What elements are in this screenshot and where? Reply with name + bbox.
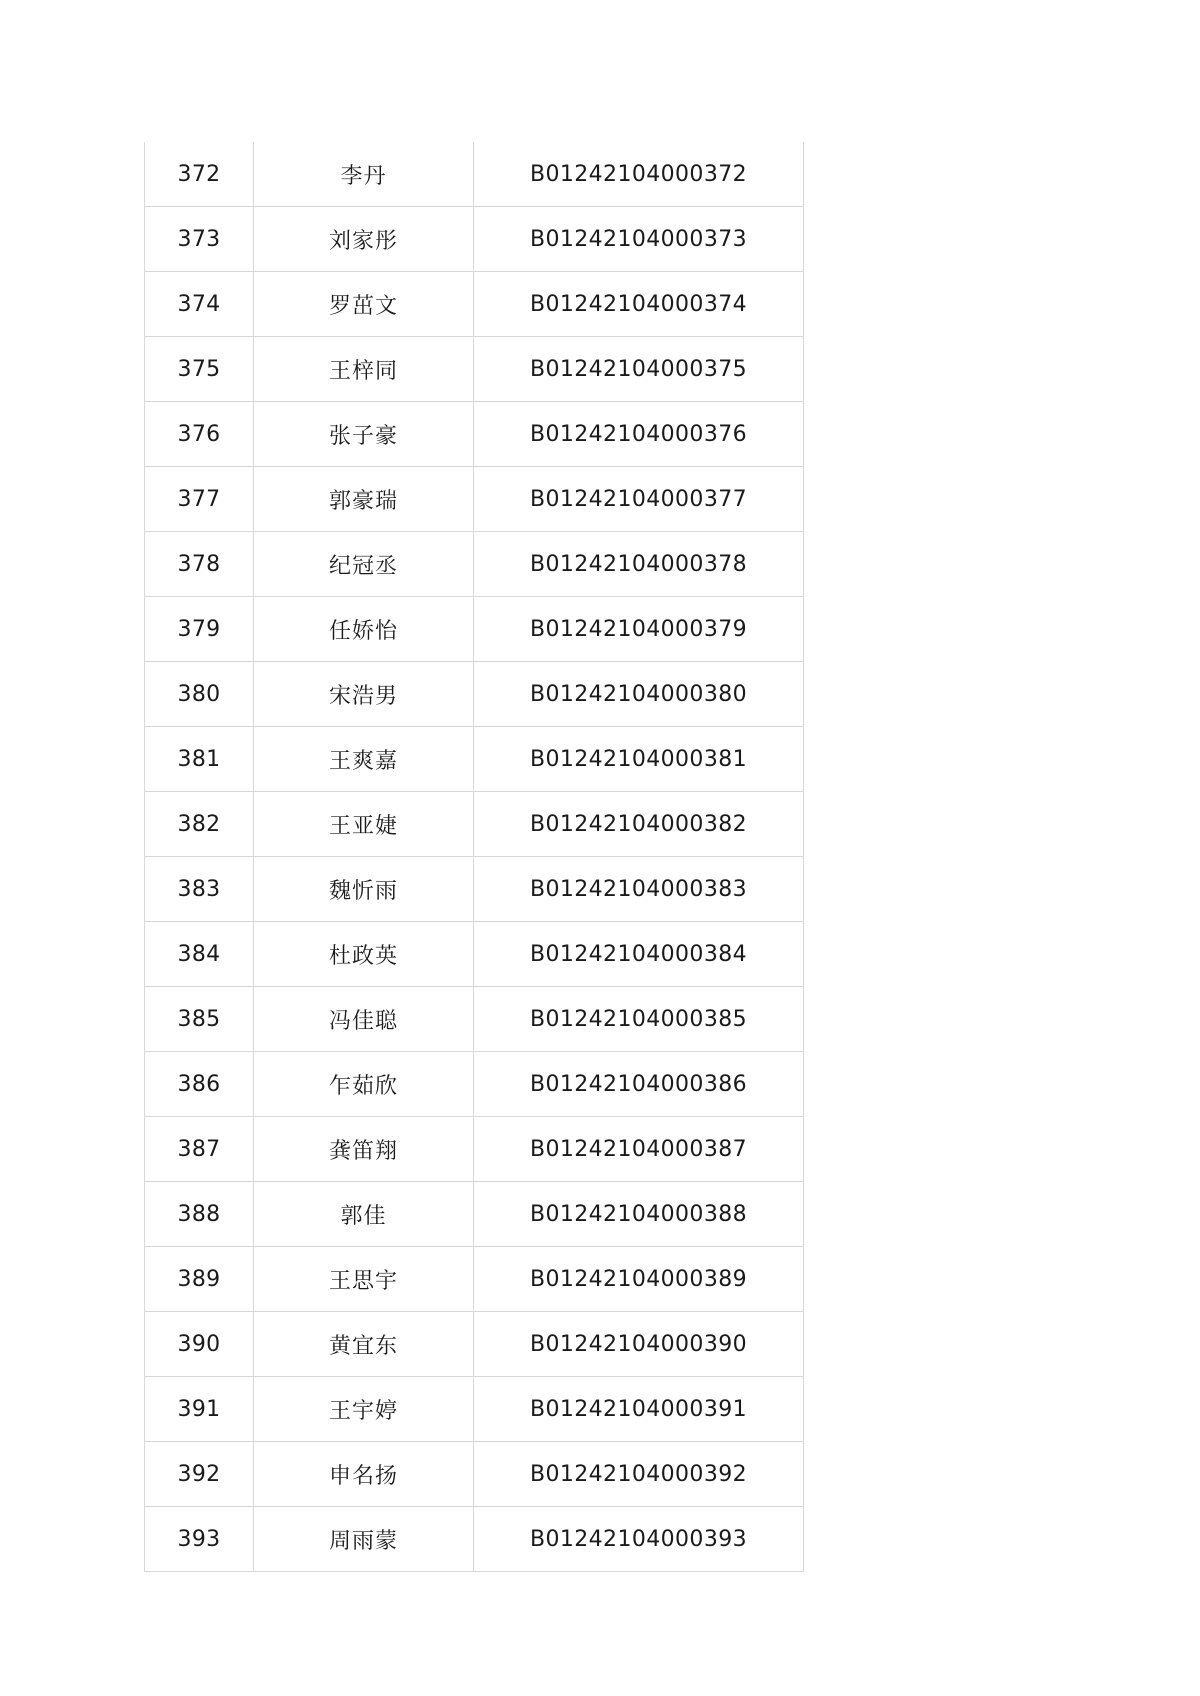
- table-row: [145, 1377, 804, 1442]
- certificate-number-cell: B01242104000390: [474, 1312, 804, 1377]
- student-name-cell: 刘家彤: [254, 207, 474, 272]
- student-name-cell: 郭佳: [254, 1182, 474, 1247]
- roster-table-body: [145, 142, 804, 1572]
- certificate-number-cell: B01242104000373: [474, 207, 804, 272]
- table-row: [145, 857, 804, 922]
- certificate-number-cell: B01242104000378: [474, 532, 804, 597]
- student-name-cell: 罗茁文: [254, 272, 474, 337]
- student-name-cell: 王亚婕: [254, 792, 474, 857]
- certificate-number-cell: B01242104000386: [474, 1052, 804, 1117]
- certificate-number-cell: B01242104000374: [474, 272, 804, 337]
- table-row: [145, 337, 804, 402]
- student-name-cell: 魏忻雨: [254, 857, 474, 922]
- certificate-number-cell: B01242104000385: [474, 987, 804, 1052]
- row-number-cell: 392: [145, 1442, 254, 1507]
- row-number-cell: 384: [145, 922, 254, 987]
- certificate-number-cell: B01242104000376: [474, 402, 804, 467]
- table-row: [145, 1247, 804, 1312]
- student-name-cell: 王宇婷: [254, 1377, 474, 1442]
- certificate-number-cell: B01242104000393: [474, 1507, 804, 1572]
- student-name-cell: 乍茹欣: [254, 1052, 474, 1117]
- certificate-number-cell: B01242104000383: [474, 857, 804, 922]
- table-row: [145, 1312, 804, 1377]
- certificate-number-cell: B01242104000391: [474, 1377, 804, 1442]
- table-row: [145, 532, 804, 597]
- row-number-cell: 381: [145, 727, 254, 792]
- certificate-number-cell: B01242104000377: [474, 467, 804, 532]
- row-number-cell: 373: [145, 207, 254, 272]
- certificate-number-cell: B01242104000382: [474, 792, 804, 857]
- row-number-cell: 387: [145, 1117, 254, 1182]
- certificate-number-cell: B01242104000379: [474, 597, 804, 662]
- table-row: [145, 402, 804, 467]
- row-number-cell: 382: [145, 792, 254, 857]
- certificate-number-cell: B01242104000375: [474, 337, 804, 402]
- table-row: [145, 142, 804, 207]
- certificate-number-cell: B01242104000387: [474, 1117, 804, 1182]
- student-name-cell: 李丹: [254, 142, 474, 207]
- certificate-number-cell: B01242104000384: [474, 922, 804, 987]
- row-number-cell: 378: [145, 532, 254, 597]
- table-row: [145, 1117, 804, 1182]
- table-row: [145, 1182, 804, 1247]
- row-number-cell: 379: [145, 597, 254, 662]
- student-name-cell: 任娇怡: [254, 597, 474, 662]
- table-row: [145, 597, 804, 662]
- certificate-number-cell: B01242104000380: [474, 662, 804, 727]
- table-row: [145, 272, 804, 337]
- certificate-number-cell: B01242104000372: [474, 142, 804, 207]
- table-row: [145, 662, 804, 727]
- student-name-cell: 申名扬: [254, 1442, 474, 1507]
- row-number-cell: 380: [145, 662, 254, 727]
- row-number-cell: 393: [145, 1507, 254, 1572]
- student-name-cell: 宋浩男: [254, 662, 474, 727]
- row-number-cell: 375: [145, 337, 254, 402]
- row-number-cell: 383: [145, 857, 254, 922]
- certificate-number-cell: B01242104000389: [474, 1247, 804, 1312]
- student-name-cell: 王思宇: [254, 1247, 474, 1312]
- row-number-cell: 388: [145, 1182, 254, 1247]
- row-number-cell: 374: [145, 272, 254, 337]
- certificate-number-cell: B01242104000381: [474, 727, 804, 792]
- table-row: [145, 727, 804, 792]
- student-name-cell: 龚笛翔: [254, 1117, 474, 1182]
- row-number-cell: 377: [145, 467, 254, 532]
- row-number-cell: 376: [145, 402, 254, 467]
- table-row: [145, 922, 804, 987]
- student-name-cell: 王爽嘉: [254, 727, 474, 792]
- table-row: [145, 207, 804, 272]
- table-row: [145, 1442, 804, 1507]
- row-number-cell: 391: [145, 1377, 254, 1442]
- roster-table: [144, 142, 804, 1572]
- student-name-cell: 杜政英: [254, 922, 474, 987]
- row-number-cell: 386: [145, 1052, 254, 1117]
- student-name-cell: 纪冠丞: [254, 532, 474, 597]
- table-row: [145, 792, 804, 857]
- row-number-cell: 372: [145, 142, 254, 207]
- table-row: [145, 467, 804, 532]
- student-name-cell: 黄宜东: [254, 1312, 474, 1377]
- certificate-number-cell: B01242104000392: [474, 1442, 804, 1507]
- row-number-cell: 390: [145, 1312, 254, 1377]
- student-name-cell: 冯佳聪: [254, 987, 474, 1052]
- certificate-number-cell: B01242104000388: [474, 1182, 804, 1247]
- row-number-cell: 389: [145, 1247, 254, 1312]
- table-row: [145, 987, 804, 1052]
- student-name-cell: 郭豪瑞: [254, 467, 474, 532]
- table-row: [145, 1052, 804, 1117]
- student-name-cell: 周雨蒙: [254, 1507, 474, 1572]
- student-name-cell: 王梓同: [254, 337, 474, 402]
- table-row: [145, 1507, 804, 1572]
- student-name-cell: 张子豪: [254, 402, 474, 467]
- row-number-cell: 385: [145, 987, 254, 1052]
